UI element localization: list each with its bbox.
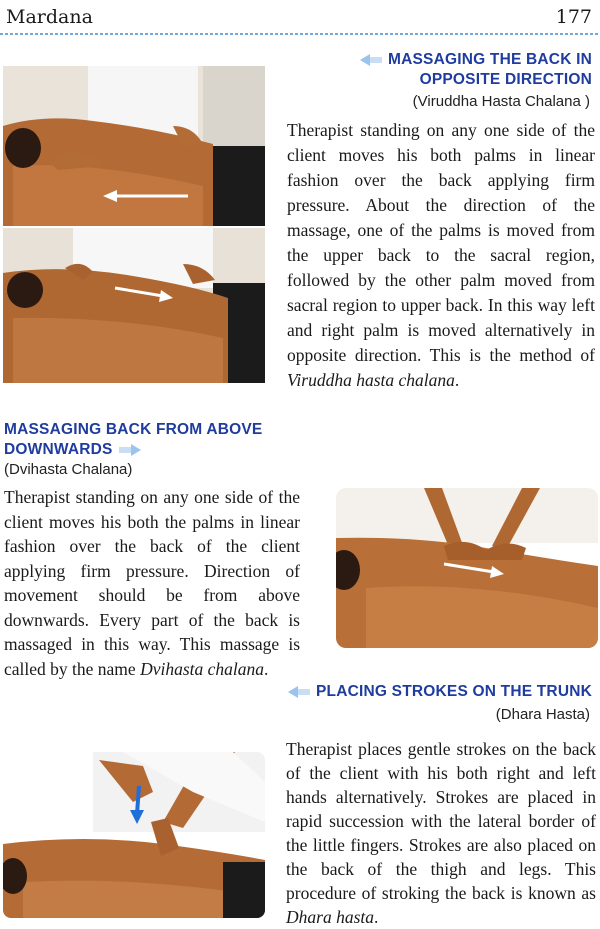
section3-body bbox=[286, 737, 596, 929]
section3-subheading: (Dhara Hasta) bbox=[495, 706, 590, 723]
section1-subheading: (Viruddha Hasta Chalana ) bbox=[412, 93, 590, 110]
section1-body-italic: Viruddha hasta chalana bbox=[287, 370, 455, 390]
section3-body-italic: Dhara hasta bbox=[286, 907, 374, 927]
massage-photo-strokes-on-trunk bbox=[3, 752, 265, 918]
section2-body-italic: Dvihasta chalana bbox=[140, 658, 265, 679]
massage-photo-opposite-direction-1 bbox=[3, 66, 265, 226]
section2-body bbox=[4, 485, 300, 681]
chevron-left-icon bbox=[288, 685, 310, 699]
section2-subheading: (Dvihasta Chalana) bbox=[4, 461, 133, 478]
section1-body bbox=[287, 118, 595, 393]
section1-heading-line2: OPPOSITE DIRECTION bbox=[419, 71, 592, 88]
section3-body-end: . bbox=[374, 907, 379, 927]
header-divider bbox=[0, 33, 600, 35]
section1-body-end: . bbox=[454, 370, 460, 390]
section2-heading-line2: DOWNWARDS bbox=[4, 441, 113, 458]
page-number: 177 bbox=[555, 6, 592, 28]
massage-photo-above-downwards bbox=[336, 488, 598, 648]
section2-heading-line1: MASSAGING BACK FROM ABOVE bbox=[4, 421, 263, 438]
massage-photo-opposite-direction-2 bbox=[3, 228, 265, 383]
section3-heading-text: PLACING STROKES ON THE TRUNK bbox=[316, 683, 592, 700]
section1-heading-line1: MASSAGING THE BACK IN bbox=[388, 51, 592, 68]
running-header-title: Mardana bbox=[6, 6, 93, 28]
chevron-left-icon bbox=[360, 53, 382, 67]
section2-body-end: . bbox=[264, 658, 269, 679]
section3-heading bbox=[232, 682, 592, 702]
section2-body-text: Therapist standing on any one side of the client moves his both the palms in linear fashion over the back of the client applying firm pressure. Direction of movement should be from above downwards. Every part of the back is massaged in this way. This massage is called by the name bbox=[4, 487, 300, 679]
section1-body-text: Therapist standing on any one side of the client moves his both palms in linear fashion over the back applying firm pressure. About the direction of the massage, one of the palms is moved from the upper back to the sacral region, followed by the other palm moved from sacral region to upper back. In this way left and right palm is moved alternatively in opposite direction. This is the method of bbox=[287, 120, 595, 365]
section3-body-text: Therapist places gentle strokes on the back of the client with his both right and left hands alternatively. Strokes are placed in rapid succession with the lateral border of the little fingers. Strokes are also placed on the back of the thigh and legs. This procedure of stroking the back is known as bbox=[286, 739, 596, 903]
section1-heading bbox=[292, 50, 592, 90]
section2-heading bbox=[4, 420, 304, 460]
chevron-right-icon bbox=[119, 443, 141, 457]
